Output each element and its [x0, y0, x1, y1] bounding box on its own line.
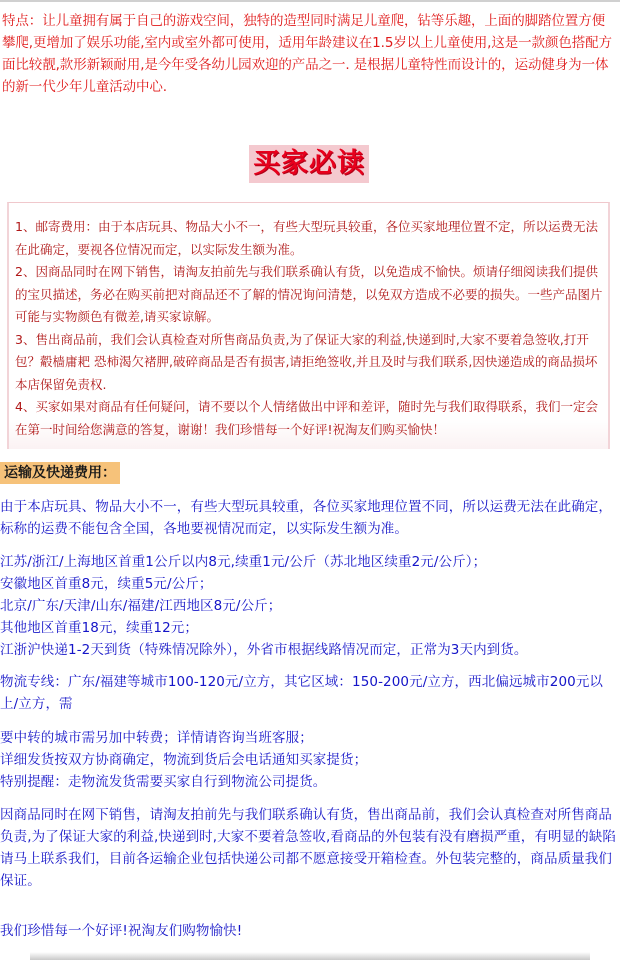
inspection-text: 因商品同时在网下销售，请淘友拍前先与我们联系确认有货，售出商品前，我们会认真检查对所售商品负责,为了保证大家的利益,快递到时,大家不要着急签收,看商品的外包装有没有磨损严重，有明显的缺陷请马上联系我们，目前各运输企业包括快递公司都不愿意接受开箱检查。外包装完整的，商品质量我们保证。 — [0, 807, 616, 889]
logistics-line — [0, 671, 620, 715]
buyer-notice-title: 买家必读 — [249, 145, 369, 183]
bottom-decoration — [30, 952, 590, 960]
rate-line: 北京/广东/天津/山东/福建/江西地区8元/公斤； — [0, 598, 282, 614]
closing-line — [0, 920, 620, 942]
notice-item: 3、售出商品前，我们会认真检查对所售商品负责,为了保证大家的利益,快递到时,大家不要着急签收,打开包？觳樯庸耙 恐柿渴欠褚胛,破碎商品是否有损害,请拒绝签收,并且及时与我们联系,因快递造成的商品损坏本店保留免责权. — [15, 331, 598, 392]
shipping-rates — [0, 551, 620, 661]
product-features — [2, 10, 618, 98]
rate-line: 江苏/浙江/上海地区首重1公斤以内8元,续重1元/公斤（苏北地区续重2元/公斤）； — [0, 554, 487, 570]
shipping-section-title: 运输及快递费用： — [0, 462, 120, 484]
rate-line: 江浙沪快递1-2天到货（特殊情况除外），外省市根据线路情况而定，正常为3天内到货。 — [0, 642, 528, 658]
shipping-intro-text: 由于本店玩具、物品大小不一，有些大型玩具较重，各位买家地理位置不同，所以运费无法在此确定，标称的运费不能包含全国，各地要视情况而定，以实际发生额为准。 — [0, 499, 612, 537]
note-line: 特别提醒：走物流发货需要买家自行到物流公司提货。 — [0, 774, 327, 790]
buyer-notice-list — [15, 216, 603, 441]
shipping-intro — [0, 496, 620, 540]
rate-line: 安徽地区首重8元，续重5元/公斤； — [0, 576, 213, 592]
closing-text: 我们珍惜每一个好评!祝淘友们购物愉快! — [0, 923, 243, 939]
logistics-text: 物流专线：广东/福建等城市100-120元/立方，其它区域：150-200元/立方，西北偏远城市200元以上/立方，需 — [0, 674, 604, 712]
notice-item: 4、买家如果对商品有任何疑问，请不要以个人情绪做出中评和差评，随时先与我们取得联系，我们一定会在第一时间给您满意的答复，谢谢！我们珍惜每一个好评!祝淘友们购买愉快！ — [15, 399, 598, 437]
top-divider — [0, 0, 620, 2]
inspection-note — [0, 804, 620, 892]
notice-item: 2、因商品同时在网下销售，请淘友拍前先与我们联系确认有货，以免造成不愉快。烦请仔细阅读我们提供的宝贝描述，务必在购买前把对商品还不了解的情况询问清楚，以免双方造成不必要的损失。一些产品图片可能与实物颜色有微差,请买家谅解。 — [15, 264, 603, 324]
notice-item: 1、邮寄费用：由于本店玩具、物品大小不一，有些大型玩具较重，各位买家地理位置不定，所以运费无法在此确定，要视各位情况而定，以实际发生额为准。 — [15, 219, 598, 257]
note-line: 要中转的城市需另加中转费；详情请咨询当班客服； — [0, 730, 313, 746]
rate-line: 其他地区首重18元，续重12元； — [0, 620, 198, 636]
logistics-notes — [0, 727, 620, 793]
product-features-text: 特点：让儿童拥有属于自己的游戏空间，独特的造型同时满足儿童爬，钻等乐趣，上面的脚踏位置方便攀爬,更增加了娱乐功能,室内或室外都可使用，适用年龄建议在1.5岁以上儿童使用,这是一款颜色搭配方面比较靓,款形新颖耐用,是今年受各幼儿园欢迎的产品之一. 是根据儿童特性而设计的，运动健身为一体的新一代少年儿童活动中心. — [2, 13, 612, 95]
note-line: 详细发货按双方协商确定，物流到货后会电话通知买家提货； — [0, 752, 368, 768]
